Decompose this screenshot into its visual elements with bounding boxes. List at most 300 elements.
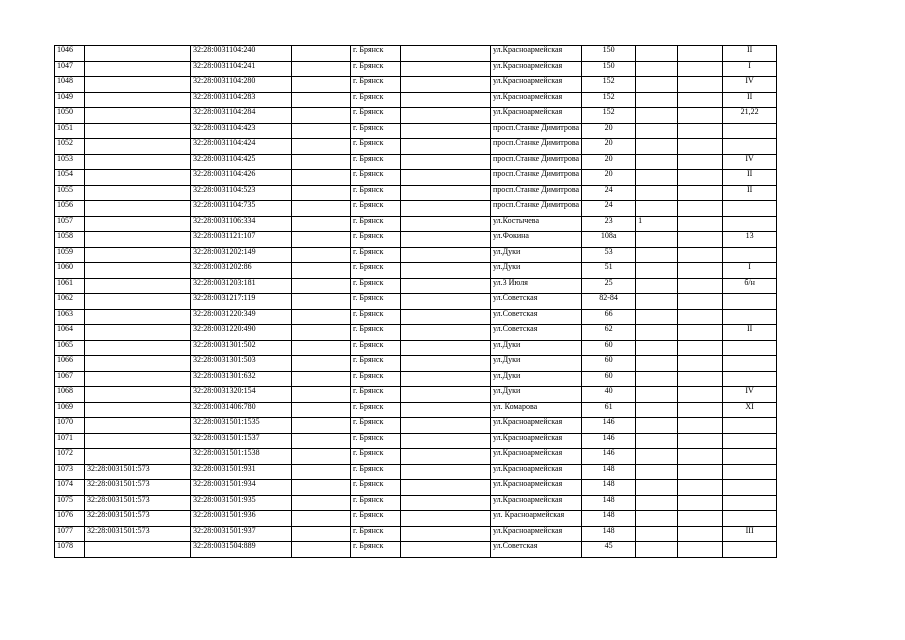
empty-cell	[401, 433, 491, 449]
parent-cadastral-cell	[85, 433, 191, 449]
street-cell: ул.Красноармейская	[491, 526, 582, 542]
cadastral-number-cell: 32:28:0031104:240	[191, 46, 292, 62]
premises-number-cell	[723, 480, 777, 496]
street-cell: ул.Советская	[491, 294, 582, 310]
empty-cell	[292, 46, 351, 62]
empty-cell	[401, 325, 491, 341]
parent-cadastral-cell	[85, 201, 191, 217]
premises-number-cell	[723, 542, 777, 558]
building-cell	[636, 46, 678, 62]
building-cell	[636, 511, 678, 527]
table-row	[55, 325, 777, 341]
city-cell: г. Брянск	[351, 418, 401, 434]
city-cell: г. Брянск	[351, 542, 401, 558]
empty-cell	[678, 464, 723, 480]
cadastral-number-cell: 32:28:0031220:490	[191, 325, 292, 341]
row-number-cell: 1051	[55, 123, 85, 139]
street-cell: просп.Станке Димитрова	[491, 170, 582, 186]
row-number-cell: 1063	[55, 309, 85, 325]
building-cell	[636, 263, 678, 279]
empty-cell	[678, 77, 723, 93]
city-cell: г. Брянск	[351, 108, 401, 124]
row-number-cell: 1074	[55, 480, 85, 496]
table-row	[55, 371, 777, 387]
house-number-cell: 51	[582, 263, 636, 279]
table-row	[55, 61, 777, 77]
premises-number-cell: II	[723, 46, 777, 62]
building-cell	[636, 123, 678, 139]
empty-cell	[678, 325, 723, 341]
table-row	[55, 139, 777, 155]
premises-number-cell	[723, 294, 777, 310]
street-cell: просп.Станке Димитрова	[491, 139, 582, 155]
empty-cell	[401, 294, 491, 310]
empty-cell	[678, 92, 723, 108]
house-number-cell: 20	[582, 154, 636, 170]
table-row	[55, 77, 777, 93]
house-number-cell: 148	[582, 495, 636, 511]
premises-number-cell	[723, 464, 777, 480]
table-row	[55, 263, 777, 279]
building-cell	[636, 340, 678, 356]
table-row	[55, 108, 777, 124]
building-cell	[636, 480, 678, 496]
premises-number-cell: II	[723, 170, 777, 186]
street-cell: просп.Станке Димитрова	[491, 154, 582, 170]
table-row	[55, 402, 777, 418]
parent-cadastral-cell	[85, 325, 191, 341]
house-number-cell: 146	[582, 418, 636, 434]
empty-cell	[678, 46, 723, 62]
city-cell: г. Брянск	[351, 201, 401, 217]
premises-number-cell: IV	[723, 387, 777, 403]
house-number-cell: 148	[582, 480, 636, 496]
row-number-cell: 1078	[55, 542, 85, 558]
empty-cell	[678, 402, 723, 418]
empty-cell	[292, 480, 351, 496]
table-row	[55, 340, 777, 356]
house-number-cell: 20	[582, 170, 636, 186]
parent-cadastral-cell	[85, 61, 191, 77]
building-cell	[636, 433, 678, 449]
empty-cell	[678, 480, 723, 496]
premises-number-cell	[723, 123, 777, 139]
building-cell	[636, 387, 678, 403]
city-cell: г. Брянск	[351, 77, 401, 93]
row-number-cell: 1052	[55, 139, 85, 155]
empty-cell	[292, 216, 351, 232]
cadastral-number-cell: 32:28:0031104:423	[191, 123, 292, 139]
building-cell	[636, 92, 678, 108]
row-number-cell: 1053	[55, 154, 85, 170]
row-number-cell: 1055	[55, 185, 85, 201]
premises-number-cell	[723, 433, 777, 449]
table-row	[55, 247, 777, 263]
empty-cell	[292, 232, 351, 248]
parent-cadastral-cell: 32:28:0031501:573	[85, 464, 191, 480]
empty-cell	[401, 449, 491, 465]
row-number-cell: 1069	[55, 402, 85, 418]
table-row	[55, 154, 777, 170]
row-number-cell: 1061	[55, 278, 85, 294]
street-cell: ул.3 Июля	[491, 278, 582, 294]
empty-cell	[292, 526, 351, 542]
parent-cadastral-cell	[85, 154, 191, 170]
property-registry-table	[54, 45, 777, 558]
building-cell	[636, 526, 678, 542]
house-number-cell: 60	[582, 356, 636, 372]
empty-cell	[678, 185, 723, 201]
table-row	[55, 294, 777, 310]
parent-cadastral-cell	[85, 371, 191, 387]
premises-number-cell	[723, 356, 777, 372]
house-number-cell: 20	[582, 139, 636, 155]
building-cell	[636, 61, 678, 77]
cadastral-number-cell: 32:28:0031504:889	[191, 542, 292, 558]
parent-cadastral-cell	[85, 340, 191, 356]
cadastral-number-cell: 32:28:0031104:426	[191, 170, 292, 186]
city-cell: г. Брянск	[351, 247, 401, 263]
row-number-cell: 1050	[55, 108, 85, 124]
house-number-cell: 60	[582, 340, 636, 356]
cadastral-number-cell: 32:28:0031501:1538	[191, 449, 292, 465]
parent-cadastral-cell	[85, 449, 191, 465]
street-cell: ул.Красноармейская	[491, 464, 582, 480]
street-cell: ул.Советская	[491, 325, 582, 341]
empty-cell	[401, 216, 491, 232]
building-cell	[636, 232, 678, 248]
city-cell: г. Брянск	[351, 433, 401, 449]
premises-number-cell	[723, 418, 777, 434]
empty-cell	[292, 123, 351, 139]
house-number-cell: 24	[582, 201, 636, 217]
street-cell: ул.Красноармейская	[491, 61, 582, 77]
street-cell: ул.Красноармейская	[491, 495, 582, 511]
empty-cell	[401, 77, 491, 93]
premises-number-cell	[723, 495, 777, 511]
premises-number-cell: б/н	[723, 278, 777, 294]
empty-cell	[678, 232, 723, 248]
premises-number-cell	[723, 139, 777, 155]
cadastral-number-cell: 32:28:0031501:931	[191, 464, 292, 480]
row-number-cell: 1075	[55, 495, 85, 511]
house-number-cell: 53	[582, 247, 636, 263]
parent-cadastral-cell	[85, 542, 191, 558]
row-number-cell: 1059	[55, 247, 85, 263]
street-cell: ул.Костычева	[491, 216, 582, 232]
city-cell: г. Брянск	[351, 170, 401, 186]
empty-cell	[678, 371, 723, 387]
premises-number-cell	[723, 340, 777, 356]
table-row	[55, 449, 777, 465]
street-cell: ул.Дуки	[491, 371, 582, 387]
city-cell: г. Брянск	[351, 325, 401, 341]
cadastral-number-cell: 32:28:0031501:1535	[191, 418, 292, 434]
street-cell: ул.Красноармейская	[491, 433, 582, 449]
row-number-cell: 1054	[55, 170, 85, 186]
house-number-cell: 108а	[582, 232, 636, 248]
city-cell: г. Брянск	[351, 356, 401, 372]
empty-cell	[292, 340, 351, 356]
premises-number-cell	[723, 371, 777, 387]
empty-cell	[401, 185, 491, 201]
city-cell: г. Брянск	[351, 340, 401, 356]
premises-number-cell	[723, 216, 777, 232]
building-cell	[636, 247, 678, 263]
empty-cell	[292, 356, 351, 372]
cadastral-number-cell: 32:28:0031501:1537	[191, 433, 292, 449]
street-cell: ул.Дуки	[491, 247, 582, 263]
cadastral-number-cell: 32:28:0031501:935	[191, 495, 292, 511]
empty-cell	[292, 263, 351, 279]
empty-cell	[678, 139, 723, 155]
premises-number-cell	[723, 511, 777, 527]
parent-cadastral-cell	[85, 247, 191, 263]
empty-cell	[678, 387, 723, 403]
street-cell: просп.Станке Димитрова	[491, 201, 582, 217]
empty-cell	[678, 278, 723, 294]
city-cell: г. Брянск	[351, 92, 401, 108]
premises-number-cell: IV	[723, 154, 777, 170]
cadastral-number-cell: 32:28:0031104:425	[191, 154, 292, 170]
cadastral-number-cell: 32:28:0031104:735	[191, 201, 292, 217]
cadastral-number-cell: 32:28:0031301:502	[191, 340, 292, 356]
table-row	[55, 170, 777, 186]
empty-cell	[292, 387, 351, 403]
city-cell: г. Брянск	[351, 123, 401, 139]
cadastral-number-cell: 32:28:0031301:503	[191, 356, 292, 372]
house-number-cell: 66	[582, 309, 636, 325]
city-cell: г. Брянск	[351, 387, 401, 403]
empty-cell	[678, 356, 723, 372]
house-number-cell: 40	[582, 387, 636, 403]
empty-cell	[401, 139, 491, 155]
empty-cell	[292, 371, 351, 387]
premises-number-cell	[723, 309, 777, 325]
table-row	[55, 278, 777, 294]
row-number-cell: 1046	[55, 46, 85, 62]
city-cell: г. Брянск	[351, 480, 401, 496]
table-row	[55, 542, 777, 558]
parent-cadastral-cell	[85, 232, 191, 248]
row-number-cell: 1077	[55, 526, 85, 542]
table-row	[55, 433, 777, 449]
house-number-cell: 61	[582, 402, 636, 418]
building-cell	[636, 495, 678, 511]
street-cell: ул.Красноармейская	[491, 449, 582, 465]
parent-cadastral-cell	[85, 263, 191, 279]
empty-cell	[401, 340, 491, 356]
empty-cell	[678, 216, 723, 232]
city-cell: г. Брянск	[351, 232, 401, 248]
empty-cell	[292, 418, 351, 434]
street-cell: ул.Фокина	[491, 232, 582, 248]
empty-cell	[678, 247, 723, 263]
premises-number-cell: I	[723, 61, 777, 77]
cadastral-number-cell: 32:28:0031501:934	[191, 480, 292, 496]
cadastral-number-cell: 32:28:0031220:349	[191, 309, 292, 325]
empty-cell	[292, 201, 351, 217]
empty-cell	[401, 356, 491, 372]
empty-cell	[678, 108, 723, 124]
parent-cadastral-cell	[85, 402, 191, 418]
city-cell: г. Брянск	[351, 371, 401, 387]
table-row	[55, 185, 777, 201]
row-number-cell: 1058	[55, 232, 85, 248]
house-number-cell: 148	[582, 464, 636, 480]
empty-cell	[401, 247, 491, 263]
city-cell: г. Брянск	[351, 511, 401, 527]
house-number-cell: 62	[582, 325, 636, 341]
street-cell: просп.Станке Димитрова	[491, 185, 582, 201]
street-cell: ул.Красноармейская	[491, 480, 582, 496]
city-cell: г. Брянск	[351, 526, 401, 542]
building-cell	[636, 371, 678, 387]
cadastral-number-cell: 32:28:0031501:936	[191, 511, 292, 527]
house-number-cell: 24	[582, 185, 636, 201]
cadastral-number-cell: 32:28:0031202:149	[191, 247, 292, 263]
building-cell	[636, 325, 678, 341]
street-cell: ул. Комарова	[491, 402, 582, 418]
row-number-cell: 1076	[55, 511, 85, 527]
empty-cell	[401, 123, 491, 139]
empty-cell	[401, 108, 491, 124]
house-number-cell: 150	[582, 61, 636, 77]
empty-cell	[292, 185, 351, 201]
cadastral-number-cell: 32:28:0031202:86	[191, 263, 292, 279]
row-number-cell: 1071	[55, 433, 85, 449]
empty-cell	[292, 247, 351, 263]
empty-cell	[401, 495, 491, 511]
building-cell	[636, 449, 678, 465]
empty-cell	[678, 154, 723, 170]
premises-number-cell: 21,22	[723, 108, 777, 124]
parent-cadastral-cell	[85, 418, 191, 434]
street-cell: ул.Дуки	[491, 387, 582, 403]
empty-cell	[401, 387, 491, 403]
table-row	[55, 123, 777, 139]
empty-cell	[678, 170, 723, 186]
house-number-cell: 60	[582, 371, 636, 387]
cadastral-number-cell: 32:28:0031104:424	[191, 139, 292, 155]
parent-cadastral-cell	[85, 278, 191, 294]
empty-cell	[401, 278, 491, 294]
empty-cell	[292, 278, 351, 294]
city-cell: г. Брянск	[351, 402, 401, 418]
empty-cell	[678, 449, 723, 465]
parent-cadastral-cell: 32:28:0031501:573	[85, 511, 191, 527]
empty-cell	[678, 495, 723, 511]
table-row	[55, 464, 777, 480]
building-cell	[636, 108, 678, 124]
city-cell: г. Брянск	[351, 278, 401, 294]
empty-cell	[292, 464, 351, 480]
city-cell: г. Брянск	[351, 449, 401, 465]
empty-cell	[678, 418, 723, 434]
parent-cadastral-cell	[85, 92, 191, 108]
building-cell: 1	[636, 216, 678, 232]
empty-cell	[401, 154, 491, 170]
cadastral-number-cell: 32:28:0031121:107	[191, 232, 292, 248]
empty-cell	[292, 154, 351, 170]
empty-cell	[292, 325, 351, 341]
row-number-cell: 1073	[55, 464, 85, 480]
empty-cell	[678, 123, 723, 139]
empty-cell	[292, 294, 351, 310]
empty-cell	[292, 108, 351, 124]
street-cell: ул.Красноармейская	[491, 77, 582, 93]
building-cell	[636, 418, 678, 434]
row-number-cell: 1060	[55, 263, 85, 279]
premises-number-cell: II	[723, 325, 777, 341]
cadastral-number-cell: 32:28:0031320:154	[191, 387, 292, 403]
empty-cell	[678, 511, 723, 527]
table-row	[55, 92, 777, 108]
city-cell: г. Брянск	[351, 154, 401, 170]
cadastral-number-cell: 32:28:0031501:937	[191, 526, 292, 542]
premises-number-cell	[723, 449, 777, 465]
empty-cell	[678, 542, 723, 558]
parent-cadastral-cell	[85, 294, 191, 310]
premises-number-cell: XI	[723, 402, 777, 418]
table-row	[55, 201, 777, 217]
house-number-cell: 152	[582, 108, 636, 124]
parent-cadastral-cell	[85, 309, 191, 325]
table-row	[55, 232, 777, 248]
empty-cell	[678, 294, 723, 310]
premises-number-cell: II	[723, 185, 777, 201]
empty-cell	[401, 201, 491, 217]
house-number-cell: 148	[582, 511, 636, 527]
cadastral-number-cell: 32:28:0031203:181	[191, 278, 292, 294]
premises-number-cell: 13	[723, 232, 777, 248]
table-row	[55, 46, 777, 62]
table-row	[55, 309, 777, 325]
empty-cell	[401, 480, 491, 496]
row-number-cell: 1049	[55, 92, 85, 108]
parent-cadastral-cell	[85, 77, 191, 93]
street-cell: ул.Красноармейская	[491, 92, 582, 108]
empty-cell	[401, 92, 491, 108]
building-cell	[636, 77, 678, 93]
city-cell: г. Брянск	[351, 61, 401, 77]
registry-table-body	[55, 46, 777, 558]
premises-number-cell: IV	[723, 77, 777, 93]
street-cell: ул.Советская	[491, 542, 582, 558]
cadastral-number-cell: 32:28:0031106:334	[191, 216, 292, 232]
street-cell: ул.Дуки	[491, 340, 582, 356]
building-cell	[636, 170, 678, 186]
premises-number-cell: I	[723, 263, 777, 279]
empty-cell	[292, 511, 351, 527]
empty-cell	[401, 61, 491, 77]
building-cell	[636, 154, 678, 170]
house-number-cell: 152	[582, 92, 636, 108]
row-number-cell: 1064	[55, 325, 85, 341]
house-number-cell: 150	[582, 46, 636, 62]
house-number-cell: 45	[582, 542, 636, 558]
table-row	[55, 480, 777, 496]
empty-cell	[292, 542, 351, 558]
empty-cell	[292, 170, 351, 186]
empty-cell	[401, 170, 491, 186]
cadastral-number-cell: 32:28:0031104:241	[191, 61, 292, 77]
parent-cadastral-cell	[85, 185, 191, 201]
parent-cadastral-cell	[85, 170, 191, 186]
house-number-cell: 152	[582, 77, 636, 93]
table-row	[55, 495, 777, 511]
street-cell: ул.Красноармейская	[491, 108, 582, 124]
